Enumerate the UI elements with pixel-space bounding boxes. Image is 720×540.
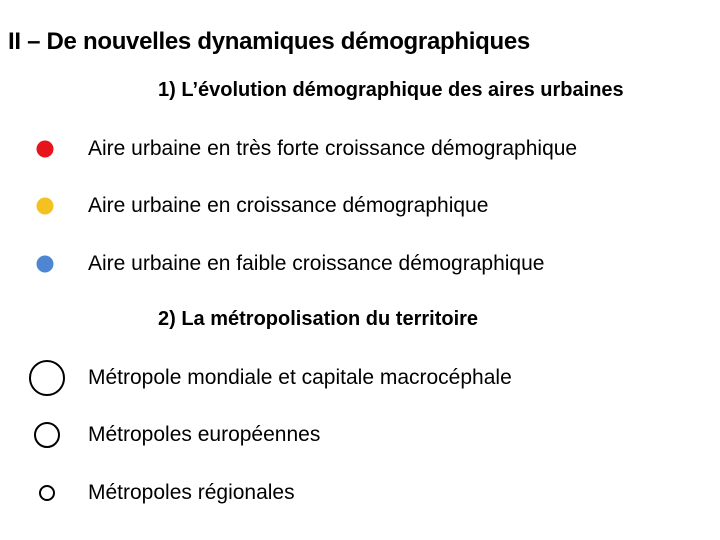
legend-label: Métropole mondiale et capitale macrocéphale	[88, 366, 512, 389]
small-circle-icon	[39, 485, 55, 501]
legend-item-very-strong-growth	[0, 129, 720, 169]
medium-circle-icon	[34, 422, 60, 448]
legend-item-regional-metropolises	[0, 473, 720, 513]
page-title: II – De nouvelles dynamiques démographiques	[8, 28, 530, 55]
section-heading-metropolization: 2) La métropolisation du territoire	[158, 308, 479, 330]
yellow-dot-icon	[37, 198, 54, 215]
legend-item-world-metropolis	[0, 358, 720, 398]
blue-dot-icon	[37, 256, 54, 273]
legend-label: Aire urbaine en faible croissance démographique	[88, 252, 545, 275]
legend-label: Métropoles régionales	[88, 481, 295, 504]
legend-item-weak-growth	[0, 244, 720, 284]
legend-label: Métropoles européennes	[88, 423, 321, 446]
red-dot-icon	[37, 141, 54, 158]
large-circle-icon	[29, 360, 65, 396]
legend-label: Aire urbaine en très forte croissance démographique	[88, 137, 578, 160]
legend-item-growth	[0, 186, 720, 226]
section-heading-urban-areas: 1) L’évolution démographique des aires urbaines	[158, 79, 624, 101]
legend-label: Aire urbaine en croissance démographique	[88, 194, 489, 217]
legend-item-european-metropolises	[0, 415, 720, 455]
